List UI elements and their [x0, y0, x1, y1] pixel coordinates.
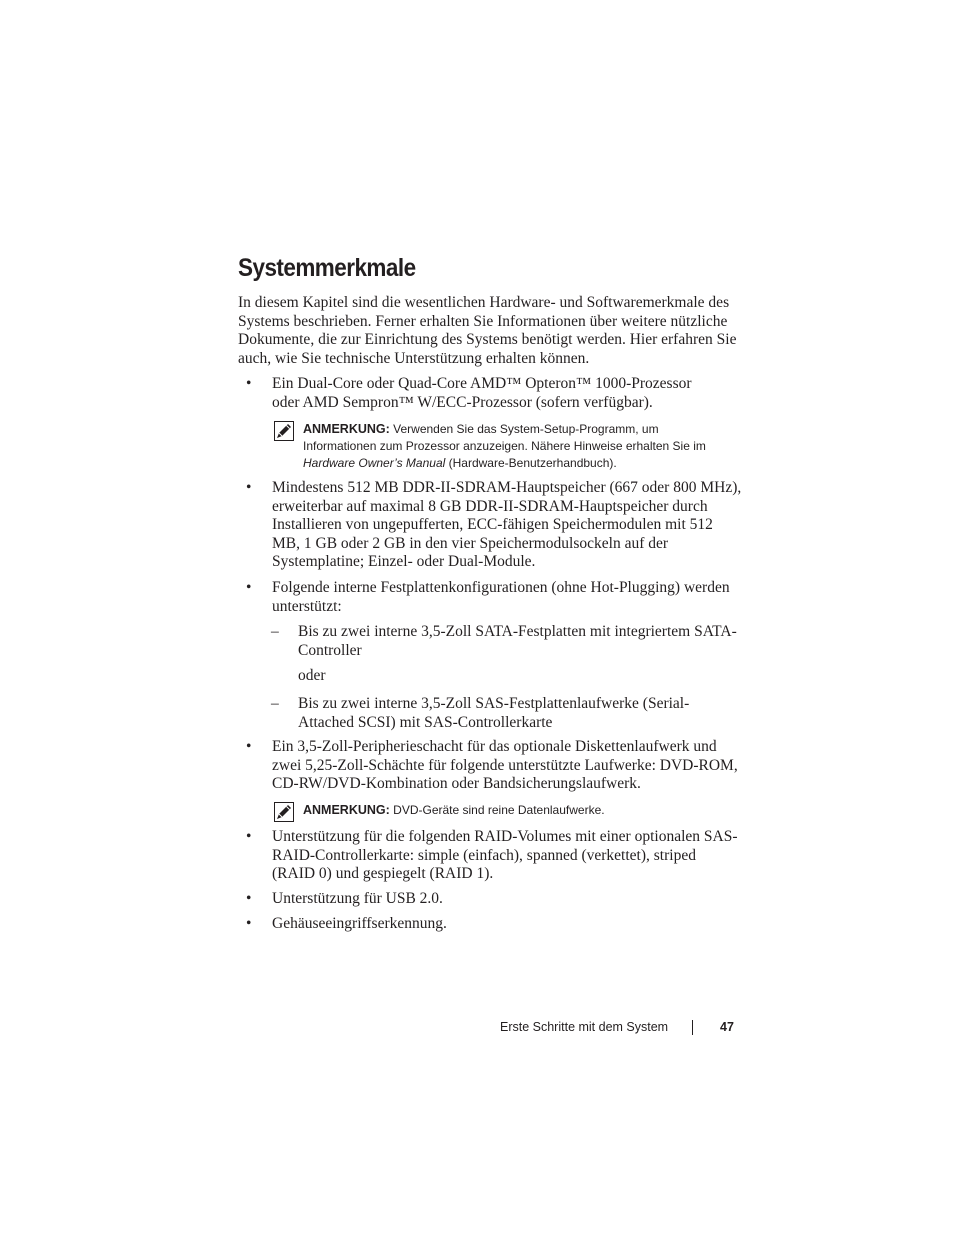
bullet-marker: • — [246, 479, 252, 496]
list-item-bays: Ein 3,5-Zoll-Peripherieschacht für das optionale Diskettenlaufwerk und zwei 5,25-Zoll-Schächte für folgende unterstützte Laufwerke: DVD-ROM, CD-RW/DVD-Kombination oder Bandsicherungslaufwerk. — [272, 738, 738, 793]
bullet-marker: • — [246, 738, 252, 755]
list-item-intrusion: Gehäuseeingriffserkennung. — [272, 915, 447, 932]
list-item-processor: Ein Dual-Core oder Quad-Core AMD™ Opteron™ 1000-Prozessor oder AMD Sempron™ W/ECC-Prozessor (sofern verfügbar). — [272, 375, 692, 411]
intro-paragraph: In diesem Kapitel sind die wesentlichen Hardware- und Softwaremerkmale des Systems beschrieben. Ferner erhalten Sie Informationen über weitere nützliche Dokumente, die zur Einrichtung des Systems benötigt werden. Hier erfahren Sie auch, wie Sie technische Unterstützung erhalten können. — [238, 294, 737, 367]
note-text: Verwenden Sie das System-Setup-Programm, um Informationen zum Prozessor anzuzeigen. Nähere Hinweise erhalten Sie im — [303, 422, 706, 453]
manual-title: Hardware Owner’s Manual — [303, 456, 446, 470]
footer-separator — [692, 1020, 693, 1035]
dash-marker: – — [271, 695, 279, 712]
note-label: ANMERKUNG: — [303, 422, 390, 436]
page-number: 47 — [720, 1020, 734, 1034]
note-processor — [303, 421, 728, 472]
note-text: DVD-Geräte sind reine Datenlaufwerke. — [393, 803, 605, 817]
bullet-marker: • — [246, 375, 252, 392]
list-item-memory: Mindestens 512 MB DDR-II-SDRAM-Hauptspeicher (667 oder 800 MHz), erweiterbar auf maximal 8 GB DDR-II-SDRAM-Hauptspeicher durch Installieren von ungepufferten, ECC-fähigen Speichermodulen mit 512 MB, 1 GB oder 2 GB in den vier Speichermodulsockeln auf der Systemplatine; Einzel- oder Dual-Module. — [272, 479, 742, 571]
dash-marker: – — [271, 623, 279, 640]
bullet-marker: • — [246, 579, 252, 596]
list-item-raid: Unterstützung für die folgenden RAID-Volumes mit einer optionalen SAS-RAID-Controllerkarte: simple (einfach), spanned (verkettet), striped (RAID 0) und gespiegelt (RAID 1). — [272, 828, 738, 883]
pencil-note-icon — [274, 802, 294, 822]
note-label: ANMERKUNG: — [303, 803, 390, 817]
pencil-note-icon — [274, 421, 294, 441]
bullet-marker: • — [246, 828, 252, 845]
footer-chapter: Erste Schritte mit dem System — [500, 1020, 669, 1034]
list-item-usb: Unterstützung für USB 2.0. — [272, 890, 443, 907]
sub-item-sata: Bis zu zwei interne 3,5-Zoll SATA-Festplatten mit integriertem SATA-Controller — [298, 623, 737, 659]
note-text: (Hardware-Benutzerhandbuch). — [445, 456, 617, 470]
bullet-marker: • — [246, 890, 252, 907]
note-dvd — [303, 802, 743, 819]
bullet-marker: • — [246, 915, 252, 932]
list-item-drives: Folgende interne Festplattenkonfigurationen (ohne Hot-Plugging) werden unterstützt: — [272, 579, 730, 615]
page-title: Systemmerkmale — [238, 254, 416, 282]
sub-item-or: oder — [298, 667, 326, 684]
sub-item-sas: Bis zu zwei interne 3,5-Zoll SAS-Festplattenlaufwerke (Serial-Attached SCSI) mit SAS-Controllerkarte — [298, 695, 690, 731]
